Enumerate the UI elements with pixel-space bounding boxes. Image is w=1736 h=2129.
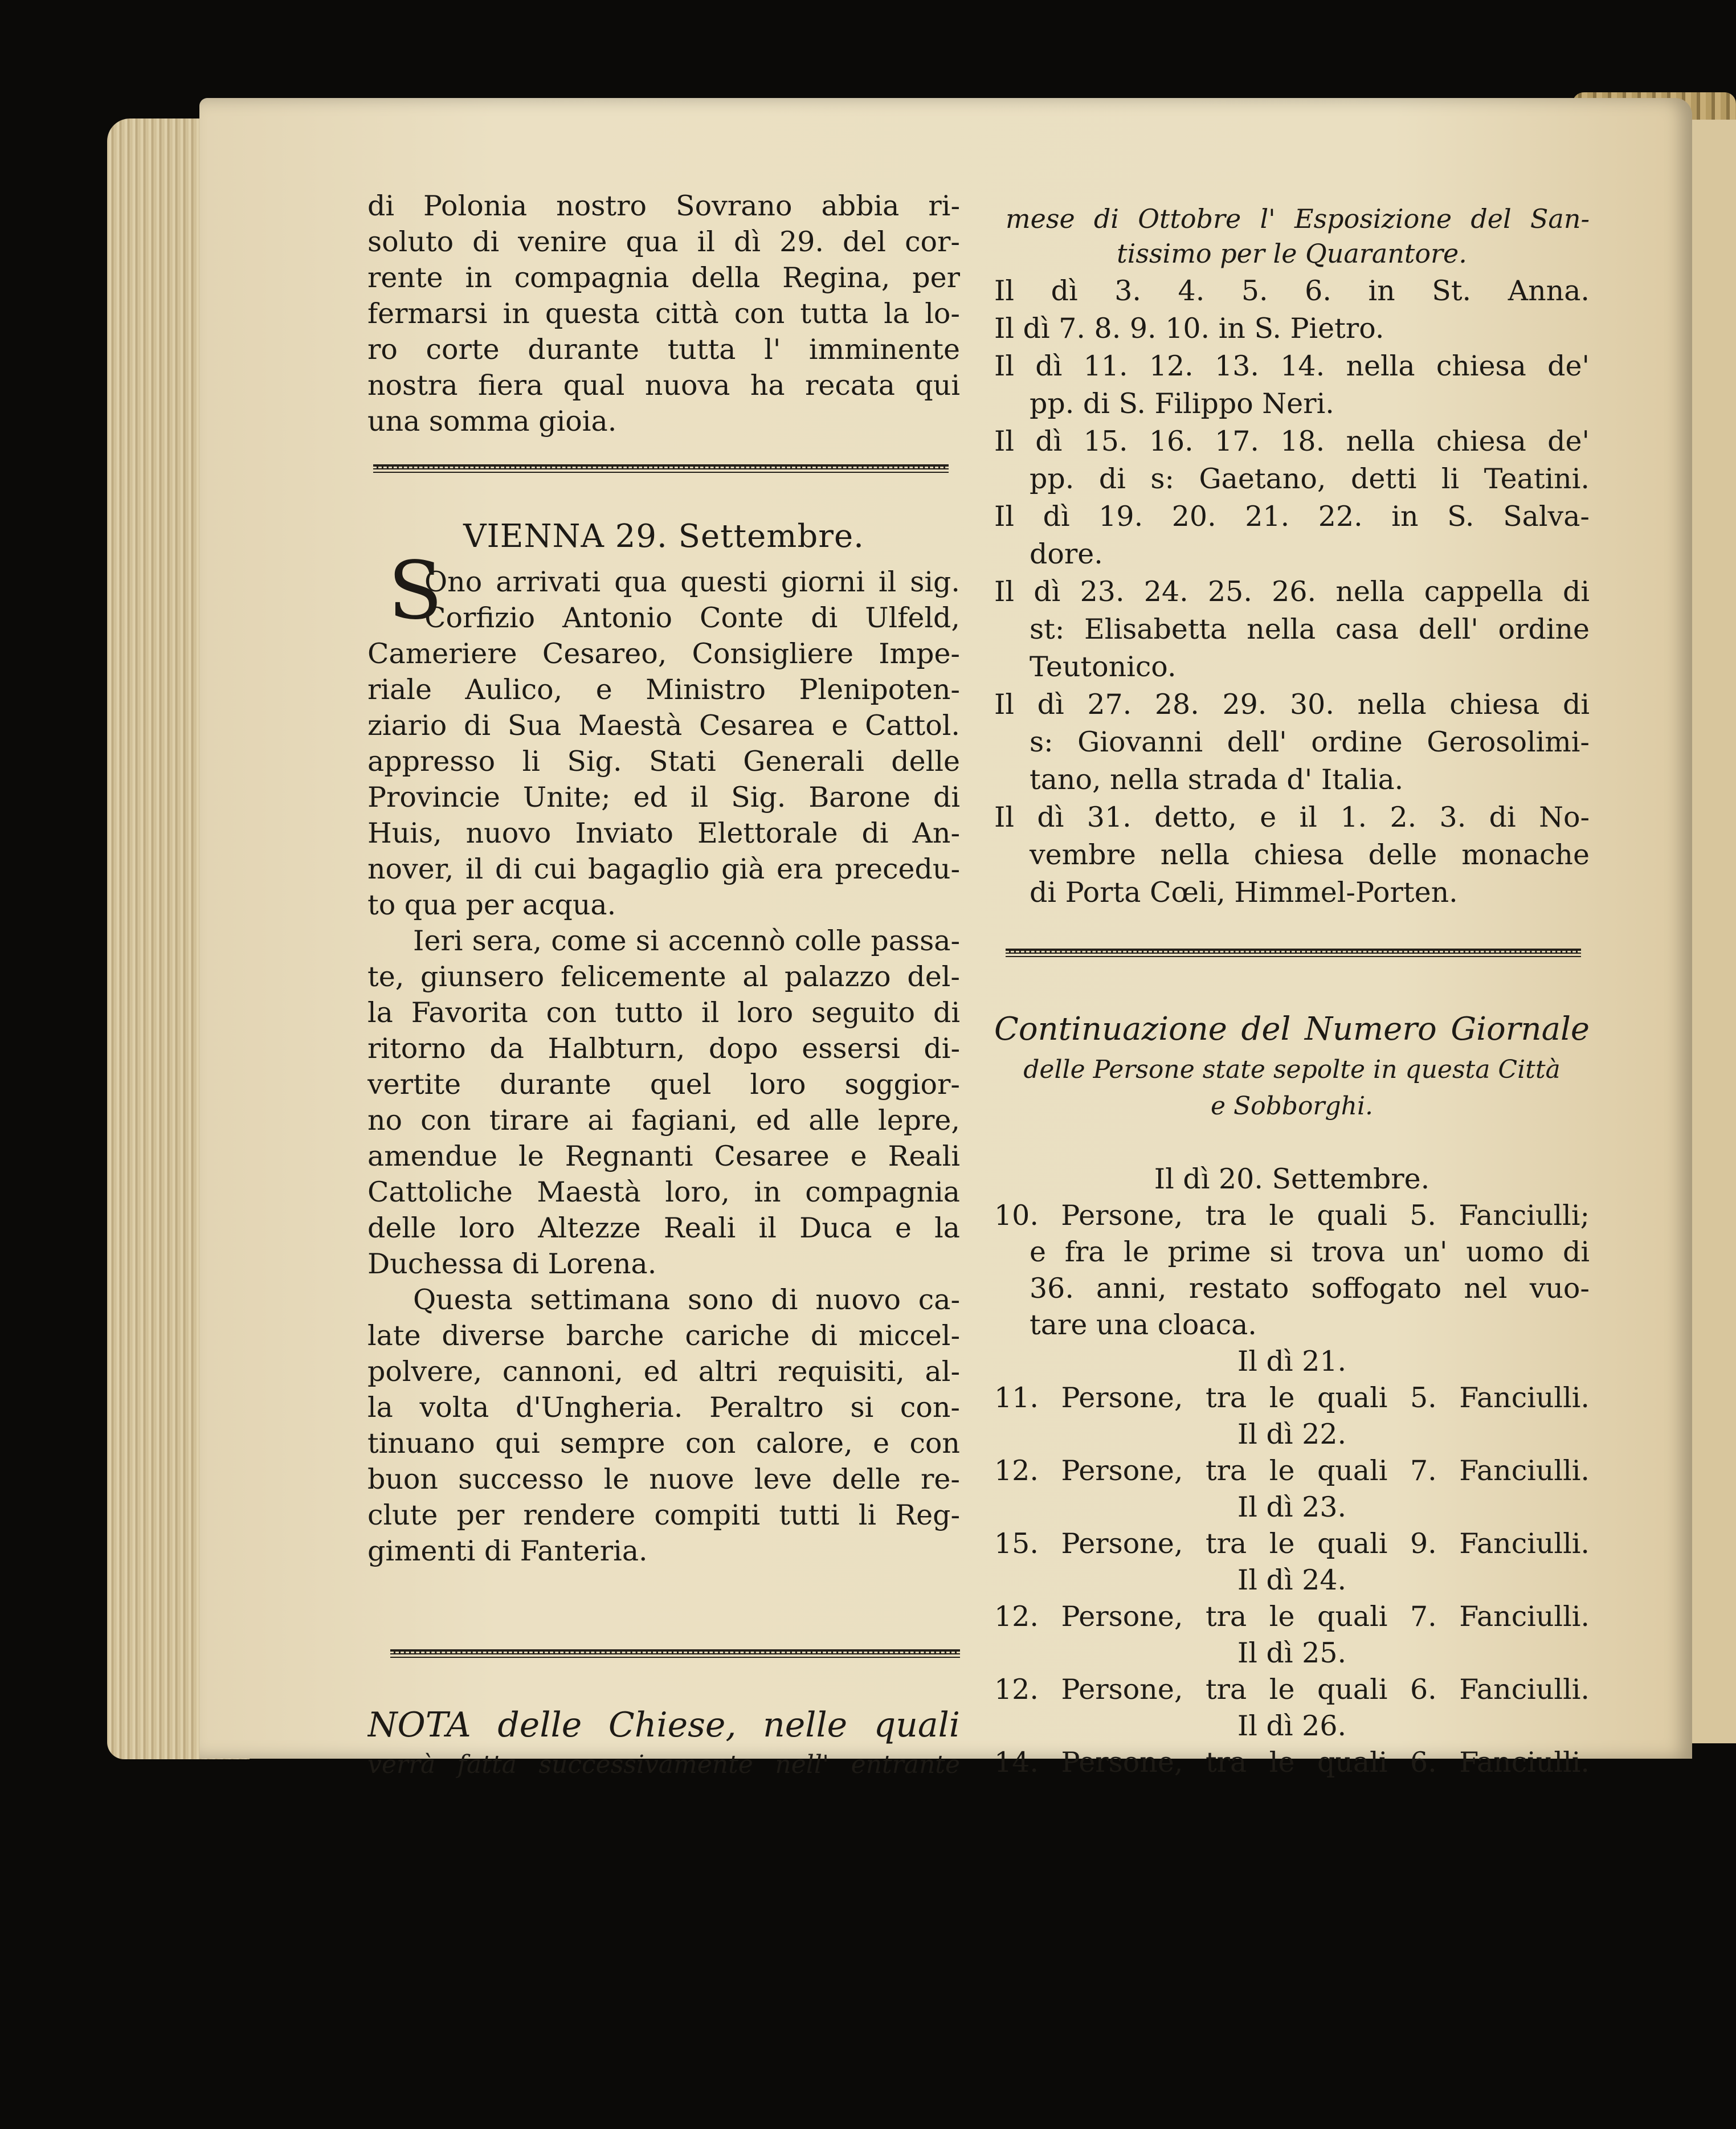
burial-line: 11. Persone, tra le quali 5. Fanciulli. — [994, 1382, 1590, 1414]
text-line: una somma gioia. — [367, 405, 617, 438]
text-line: amendue le Regnanti Cesaree e Reali — [367, 1140, 960, 1172]
burial-date: Il dì 20. Settembre. — [1154, 1163, 1430, 1195]
section-divider — [1006, 949, 1581, 957]
text-line: nostra fiera qual nuova ha recata qui — [367, 369, 960, 402]
burial-line: 12. Persone, tra le quali 7. Fanciulli. — [994, 1454, 1590, 1487]
church-line: Il dì 3. 4. 5. 6. in St. Anna. — [994, 275, 1590, 307]
text-line: la Favorita con tutto il loro seguito di — [367, 996, 960, 1029]
text-line: la volta d'Ungheria. Peraltro si con- — [367, 1391, 960, 1424]
text-line: Ieri sera, come si accennò colle passa- — [413, 925, 960, 957]
church-line: dore. — [1030, 538, 1103, 570]
church-line: Il dì 23. 24. 25. 26. nella cappella di — [994, 575, 1590, 608]
burial-line: 12. Persone, tra le quali 6. Fanciulli. — [994, 1673, 1590, 1706]
church-line: pp. di S. Filippo Neri. — [1030, 387, 1334, 420]
burial-line: 12. Persone, tra le quali 7. Fanciulli. — [994, 1600, 1590, 1633]
vienna-heading: VIENNA 29. Settembre. — [463, 518, 864, 555]
text-line: Questa settimana sono di nuovo ca- — [413, 1284, 960, 1316]
church-line: pp. di s: Gaetano, detti li Teatini. — [1030, 463, 1590, 495]
church-line: Il dì 31. detto, e il 1. 2. 3. di No- — [994, 801, 1590, 833]
burial-line: tare una cloaca. — [1030, 1309, 1257, 1341]
text-line: no con tirare ai fagiani, ed alle lepre, — [367, 1104, 960, 1137]
text-line: to qua per acqua. — [367, 889, 616, 921]
church-line: Il dì 7. 8. 9. 10. in S. Pietro. — [994, 312, 1384, 345]
burial-line: 15. Persone, tra le quali 9. Fanciulli. — [994, 1527, 1590, 1560]
text-line: soluto di venire qua il dì 29. del cor- — [367, 226, 960, 258]
burial-line: e fra le prime si trova un' uomo di — [1030, 1236, 1590, 1268]
burial-subheading: e Sobborghi. — [1210, 1092, 1374, 1121]
nota-line: mese di Ottobre l' Esposizione del San- — [1006, 203, 1590, 234]
burial-line: 36. anni, restato soffogato nel vuo- — [1030, 1272, 1590, 1305]
text-line: fermarsi in questa città con tutta la lo- — [367, 297, 960, 330]
church-line: Il dì 15. 16. 17. 18. nella chiesa de' — [994, 425, 1590, 457]
text-line: di Polonia nostro Sovrano abbia ri- — [367, 190, 960, 222]
burial-line: 14. Persone, tra le quali 6. Fanciulli. — [994, 1746, 1590, 1779]
nota-line: tissimo per le Quarantore. — [1117, 238, 1467, 269]
church-line: st: Elisabetta nella casa dell' ordine — [1030, 613, 1590, 645]
text-line: buon successo le nuove leve delle re- — [367, 1463, 960, 1495]
text-line: clute per rendere compiti tutti li Reg- — [367, 1499, 960, 1531]
text-line: gimenti di Fanteria. — [367, 1535, 648, 1567]
burial-date: Il dì 21. — [1237, 1345, 1347, 1378]
burial-heading: Continuazione del Numero Giornale — [994, 1011, 1590, 1048]
text-line: ziario di Sua Maestà Cesarea e Cattol. — [367, 709, 960, 742]
text-line: Ono arrivati qua questi giorni il sig. — [424, 566, 960, 598]
burial-date: Il dì 23. — [1237, 1491, 1347, 1523]
church-line: Il dì 11. 12. 13. 14. nella chiesa de' — [994, 350, 1590, 382]
burial-line: 10. Persone, tra le quali 5. Fanciulli; — [994, 1199, 1590, 1232]
burial-subheading: delle Persone state sepolte in questa Città — [1023, 1055, 1561, 1084]
nota-heading: NOTA delle Chiese, nelle quali — [367, 1705, 960, 1745]
text-line: late diverse barche cariche di miccel- — [367, 1319, 960, 1352]
church-line: tano, nella strada d' Italia. — [1030, 763, 1404, 796]
text-line: delle loro Altezze Reali il Duca e la — [367, 1212, 960, 1244]
section-divider — [390, 1649, 960, 1658]
text-line: appresso li Sig. Stati Generali delle — [367, 745, 960, 778]
text-line: Cameriere Cesareo, Consigliere Impe- — [367, 638, 960, 670]
nota-subline: verrà fatta successivamente nell' entrante — [367, 1750, 960, 1779]
text-line: polvere, cannoni, ed altri requisiti, al- — [367, 1355, 960, 1388]
church-line: vembre nella chiesa delle monache — [1030, 839, 1590, 871]
church-line: Teutonico. — [1030, 651, 1177, 683]
text-line: Provincie Unite; ed il Sig. Barone di — [367, 781, 960, 814]
text-line: vertite durante quel loro soggior- — [367, 1068, 960, 1101]
text-line: rente in compagnia della Regina, per — [367, 261, 960, 294]
drop-cap: S — [388, 545, 443, 638]
burial-date: Il dì 25. — [1237, 1637, 1347, 1669]
church-line: Il dì 19. 20. 21. 22. in S. Salva- — [994, 500, 1590, 533]
text-line: ritorno da Halbturn, dopo essersi di- — [367, 1032, 960, 1065]
text-line: Duchessa di Lorena. — [367, 1248, 657, 1280]
text-line: Cattoliche Maestà loro, in compagnia — [367, 1176, 960, 1208]
text-line: te, giunsero felicemente al palazzo del- — [367, 961, 960, 993]
burial-date: Il dì 22. — [1237, 1418, 1347, 1450]
church-line: s: Giovanni dell' ordine Gerosolimi- — [1030, 726, 1590, 758]
burial-date: Il dì 24. — [1237, 1564, 1347, 1596]
church-line: di Porta Cœli, Himmel-Porten. — [1030, 876, 1458, 909]
burial-date: Il dì 26. — [1237, 1710, 1347, 1742]
text-line: Corfizio Antonio Conte di Ulfeld, — [424, 602, 960, 634]
church-line: Il dì 27. 28. 29. 30. nella chiesa di — [994, 688, 1590, 721]
text-line: tinuano qui sempre con calore, e con — [367, 1427, 960, 1460]
text-line: ro corte durante tutta l' imminente — [367, 333, 960, 366]
text-line: Huis, nuovo Inviato Elettorale di An- — [367, 817, 960, 849]
text-line: riale Aulico, e Ministro Plenipoten- — [367, 673, 960, 706]
text-line: nover, il di cui bagaglio già era precedu- — [367, 853, 960, 885]
section-divider — [373, 464, 949, 473]
